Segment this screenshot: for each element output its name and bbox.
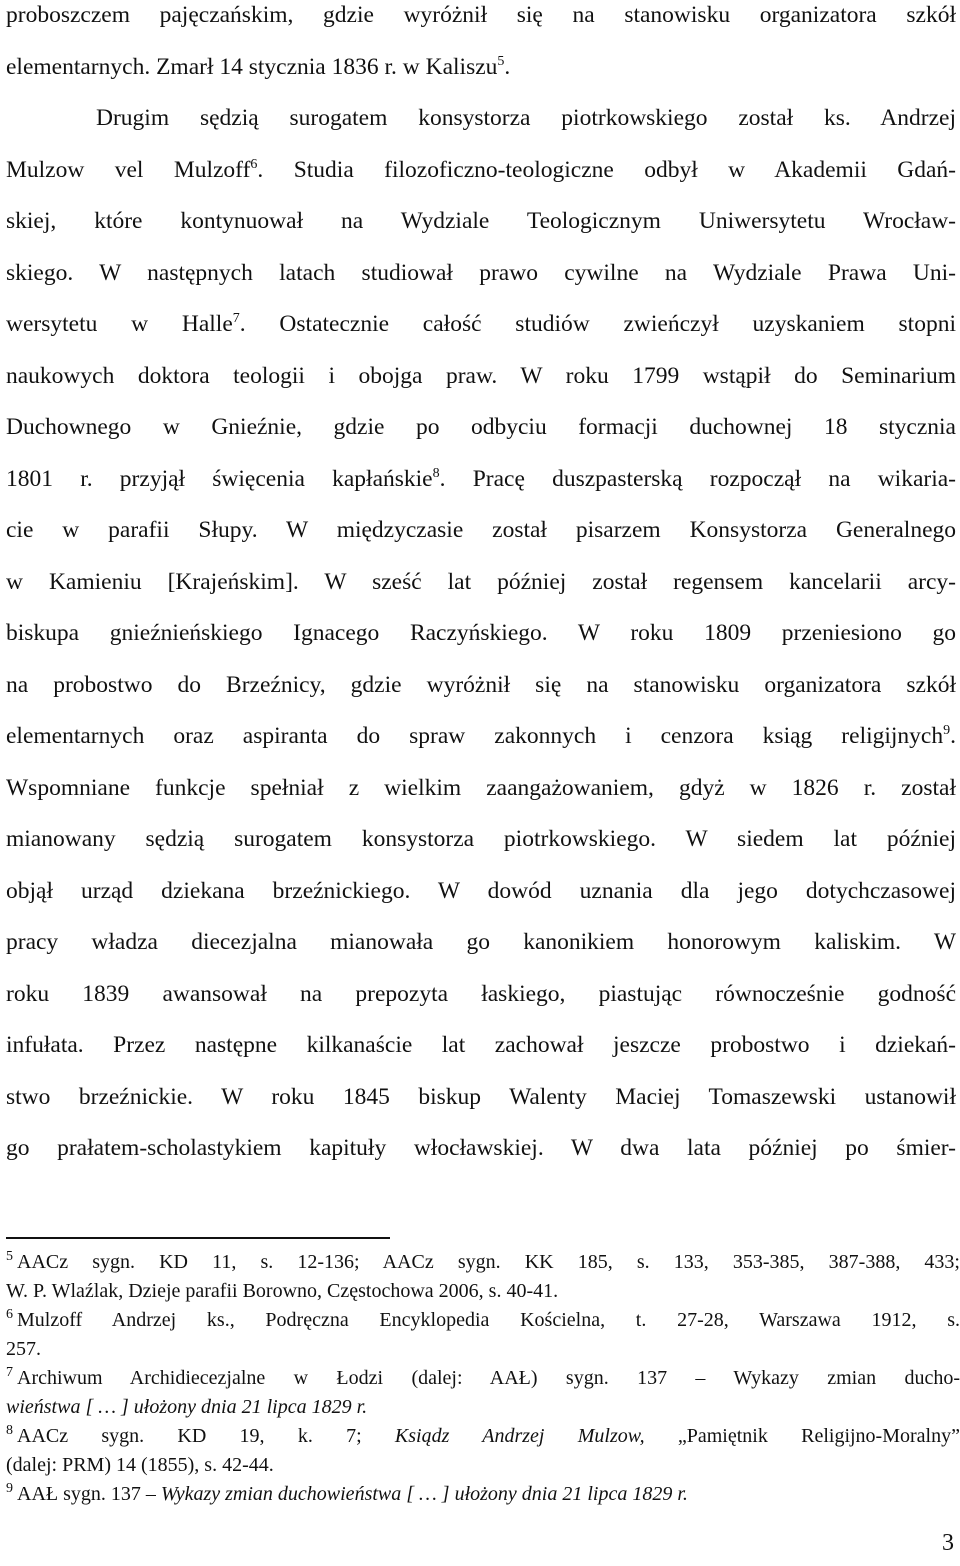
text-span: . Pracę duszpasterską rozpoczął na wikaria-: [439, 465, 956, 492]
footnote-5-cont: [6, 1277, 960, 1306]
text-span: elementarnych. Zmarł 14 stycznia 1836 r. w Kaliszu: [6, 53, 498, 80]
text-line: [6, 567, 956, 619]
text-line: [6, 1030, 956, 1082]
footnote-ref[interactable]: 9: [943, 723, 951, 739]
footnote-text: wieństwa [ … ] ułożony dnia 21 lipca 1829 r.: [6, 1396, 368, 1418]
footnote-number: 5: [6, 1249, 13, 1265]
footnote-ref[interactable]: 5: [497, 53, 505, 69]
text-line: [6, 721, 956, 773]
text-line: [6, 103, 956, 155]
text-span: .: [504, 53, 511, 80]
text-line: [6, 52, 956, 104]
footnote-6: [6, 1306, 960, 1335]
footnote-7: [6, 1364, 960, 1393]
footnote-text: „Pamiętnik Religijno-Moralny”: [644, 1425, 960, 1447]
text-span: skiego. W następnych latach studiował prawo cywilne na Wydziale Prawa Uni-: [6, 259, 956, 286]
text-span: proboszczem pajęczańskim, gdzie wyróżnił się na stanowisku organizatora szkół: [6, 2, 956, 28]
text-span: Mulzow vel Mulzoff: [6, 156, 251, 183]
footnote-number: 7: [6, 1365, 13, 1381]
text-span: na probostwo do Brzeźnicy, gdzie wyróżnił się na stanowisku organizatora szkół: [6, 671, 956, 698]
footnote-number: 8: [6, 1423, 13, 1439]
text-span: Wspomniane funkcje spełniał z wielkim zaangażowaniem, gdyż w 1826 r. został: [6, 774, 956, 801]
text-line: [6, 979, 956, 1031]
text-span: Duchownego w Gnieźnie, gdzie po odbyciu formacji duchownej 18 stycznia: [6, 414, 956, 440]
text-span: w Kamieniu [Krajeńskim]. W sześć lat później został regensem kancelarii arcy-: [6, 568, 956, 595]
text-span: mianowany sędzią surogatem konsystorza piotrkowskiego. W siedem lat później: [6, 826, 956, 852]
footnote-text: AAŁ sygn. 137 –: [17, 1483, 161, 1505]
footnote-number: 9: [6, 1481, 13, 1497]
text-line: [6, 1133, 956, 1185]
text-span: . Studia filozoficzno-teologiczne odbył w Akademii Gdań-: [257, 156, 956, 183]
text-line: [6, 258, 956, 310]
text-span: infułata. Przez następne kilkanaście lat zachował jeszcze probostwo i dziekań-: [6, 1032, 956, 1058]
footnote-text: 257.: [6, 1338, 41, 1360]
text-span: pracy władza diecezjalna mianowała go kanonikiem honorowym kaliskim. W: [6, 929, 956, 955]
text-line: [6, 0, 956, 52]
footnote-number: 6: [6, 1307, 13, 1323]
main-text: [6, 0, 956, 1185]
footnote-text: Mulzoff Andrzej ks., Podręczna Encyklopedia Kościelna, t. 27-28, Warszawa 1912, s.: [17, 1309, 960, 1331]
text-line: [6, 515, 956, 567]
footnote-6-cont: [6, 1335, 960, 1364]
text-span: skiej, które kontynuował na Wydziale Teologicznym Uniwersytetu Wrocław-: [6, 208, 956, 234]
footnote-text: AACz sygn. KD 11, s. 12-136; AACz sygn. KK 185, s. 133, 353-385, 387-388, 433;: [17, 1251, 960, 1273]
text-span: 1801 r. przyjął święcenia kapłańskie: [6, 465, 433, 492]
text-line: [6, 464, 956, 516]
text-line: [6, 773, 956, 825]
text-line: [6, 309, 956, 361]
text-span: wersytetu w Halle: [6, 311, 233, 337]
footnote-9: [6, 1480, 960, 1509]
text-line: [6, 412, 956, 464]
text-span: Drugim sędzią surogatem konsystorza piotrkowskiego został ks. Andrzej: [96, 105, 956, 131]
text-line: [6, 361, 956, 413]
footnote-text: Archiwum Archidiecezjalne w Łodzi (dalej: AAŁ) sygn. 137 – Wykazy zmian ducho-: [17, 1367, 960, 1389]
text-span: objął urząd dziekana brzeźnickiego. W dowód uznania dla jego dotychczasowej: [6, 877, 956, 904]
text-line: [6, 876, 956, 928]
text-span: cie w parafii Słupy. W międzyczasie został pisarzem Konsystorza Generalnego: [6, 517, 956, 543]
footnote-5: [6, 1248, 960, 1277]
footnote-text: AACz sygn. KD 19, k. 7;: [17, 1425, 395, 1447]
text-line: [6, 618, 956, 670]
footnote-text: (dalej: PRM) 14 (1855), s. 42-44.: [6, 1454, 274, 1476]
text-line: [6, 206, 956, 258]
text-span: roku 1839 awansował na prepozyta łaskiego, piastując równocześnie godność: [6, 980, 956, 1007]
footnote-7-cont: [6, 1393, 960, 1422]
text-span: biskupa gnieźnieńskiego Ignacego Raczyńskiego. W roku 1809 przeniesiono go: [6, 620, 956, 646]
footnote-ref[interactable]: 7: [232, 311, 240, 327]
footnotes: [6, 1248, 960, 1509]
text-span: go prałatem-scholastykiem kapituły włocławskiej. W dwa lata później po śmier-: [6, 1135, 956, 1161]
text-line: [6, 927, 956, 979]
footnote-text: W. P. Wlaźlak, Dzieje parafii Borowno, Częstochowa 2006, s. 40-41.: [6, 1280, 559, 1302]
text-span: elementarnych oraz aspiranta do spraw zakonnych i cenzora ksiąg religijnych: [6, 723, 944, 749]
footnote-8-cont: [6, 1451, 960, 1480]
text-span: . Ostatecznie całość studiów zwieńczył uzyskaniem stopni: [239, 311, 956, 337]
text-span: naukowych doktora teologii i obojga praw. W roku 1799 wstąpił do Seminarium: [6, 362, 956, 389]
text-span: stwo brzeźnickie. W roku 1845 biskup Walenty Maciej Tomaszewski ustanowił: [6, 1083, 956, 1110]
footnote-8: [6, 1422, 960, 1451]
page-number: 3: [942, 1530, 954, 1556]
footnote-ref[interactable]: 6: [250, 156, 258, 172]
text-span: .: [950, 723, 956, 749]
text-line: [6, 670, 956, 722]
text-line: [6, 1082, 956, 1134]
footnote-separator: [6, 1237, 390, 1239]
text-line: [6, 155, 956, 207]
footnote-text: Ksiądz Andrzej Mulzow,: [394, 1425, 645, 1447]
text-line: [6, 824, 956, 876]
footnote-ref[interactable]: 8: [432, 465, 440, 481]
footnote-text: Wykazy zmian duchowieństwa [ … ] ułożony dnia 21 lipca 1829 r.: [160, 1483, 688, 1505]
